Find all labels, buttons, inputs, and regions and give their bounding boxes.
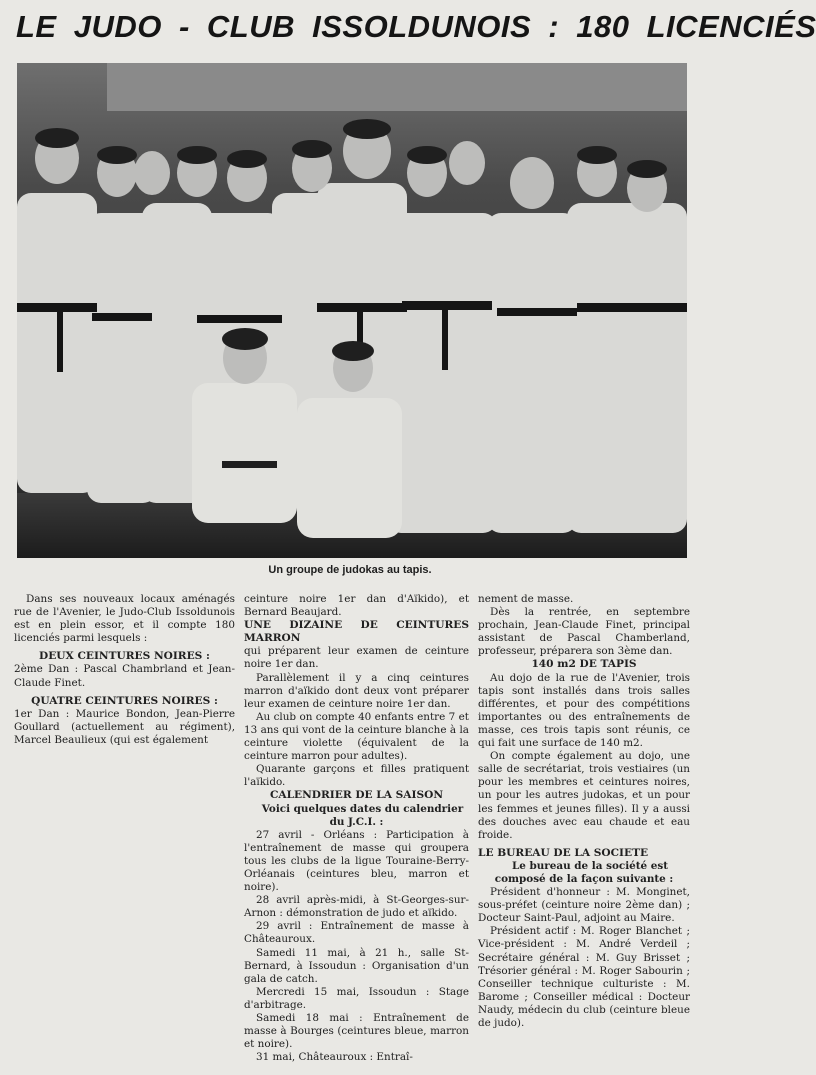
calendar-entry: 29 avril : Entraînement de masse à Châteauroux. <box>244 920 469 946</box>
calendar-entry: Mercredi 15 mai, Issoudun : Stage d'arbitrage. <box>244 985 469 1011</box>
group-photo <box>17 63 687 558</box>
paragraph: Quarante garçons et filles pratiquent l'aïkido. <box>244 763 469 789</box>
heading-black-belts-1st: QUATRE CEINTURES NOIRES : <box>31 694 218 707</box>
calendar-entry: 31 mai, Châteauroux : Entraî- <box>256 1051 413 1064</box>
judokas-photo-illustration <box>17 63 687 558</box>
paragraph: Au dojo de la rue de l'Avenier, trois tapis sont installés dans trois salles différentes, et pour des compétitions importantes ou des entraînements de masse, ces trois tapis sont réunis, ce qui fait une surface de 140 m2. <box>478 671 690 750</box>
calendar-entry: Samedi 11 mai, à 21 h., salle St-Bernard, à Issoudun : Organisation d'un gala de catch. <box>244 946 469 985</box>
photo-caption: Un groupe de judokas au tapis. <box>268 564 432 576</box>
intro-paragraph: Dans ses nouveaux locaux aménagés rue de l'Avenier, le Judo-Club Issoldunois est en plein essor, et il compte 180 licenciés parmi lesquels : <box>14 593 235 645</box>
calendar-entry: 27 avril - Orléans : Participation à l'entraînement de masse qui groupera tous les clubs de la ligue Touraine-Berry-Orléanais (ceintures bleu, marron et noire). <box>244 828 469 894</box>
article-column-3 <box>478 593 690 1030</box>
heading-black-belts-2nd: DEUX CEINTURES NOIRES : <box>39 650 210 663</box>
paragraph: Au club on compte 40 enfants entre 7 et 13 ans qui vont de la ceinture blanche à la ceinture violette (équivalent de la ceinture marron pour adultes). <box>244 710 469 763</box>
paragraph: ceinture noire 1er dan d'Aïkido), et Bernard Beaujard. <box>244 593 469 619</box>
calendar-entry: 28 avril après-midi, à St-Georges-sur-Arnon : démonstration de judo et aïkido. <box>244 894 469 920</box>
paragraph: Président actif : M. Roger Blanchet ; Vice-président : M. André Verdeil ; Secrétaire général : M. Guy Brisset ; Trésorier général : M. Roger Sabourin ; Conseiller technique culturiste : M. Barome ; Conseiller médical : Docteur Naudy, médecin du club (ceinture bleue de judo). <box>478 925 690 1029</box>
paragraph: Dès la rentrée, en septembre prochain, Jean-Claude Finet, principal assistant de Pascal Chamberland, professeur, préparera son 3ème dan. <box>478 606 690 658</box>
bureau-intro: Le bureau de la société est composé de la façon suivante : <box>494 859 674 885</box>
heading-mats: 140 m2 DE TAPIS <box>531 658 637 671</box>
paragraph: nement de masse. <box>478 593 574 605</box>
calendar-intro: Voici quelques dates du calendrier du J.C.I. : <box>261 802 464 828</box>
heading-bureau: LE BUREAU DE LA SOCIETE <box>478 846 649 859</box>
paragraph: Président d'honneur : M. Monginet, sous-préfet (ceinture noire 2ème dan) ; Docteur Saint-Paul, adjoint au Maire. <box>478 886 690 925</box>
calendar-entry: Samedi 18 mai : Entraînement de masse à Bourges (ceintures bleue, marron et noire). <box>244 1012 469 1051</box>
paragraph: qui préparent leur examen de ceinture noire 1er dan. <box>244 645 469 671</box>
article-column-1 <box>14 593 235 747</box>
paragraph: 1er Dan : Maurice Bondon, Jean-Pierre Goullard (actuellement au régiment), Marcel Beaulieux (qui est également <box>14 707 235 746</box>
article-column-2 <box>244 593 469 1064</box>
heading-brown-belts: UNE DIZAINE DE CEINTURES MARRON <box>244 619 469 645</box>
paragraph: 2ème Dan : Pascal Chambrland et Jean-Claude Finet. <box>14 663 235 689</box>
paragraph: On compte également au dojo, une salle de secrétariat, trois vestiaires (un pour les membres et ceintures noires, un pour les autres judokas, et un pour les femmes et jeunes filles). Il y a aussi des douches avec eau chaude et eau froide. <box>478 750 690 841</box>
heading-calendar: CALENDRIER DE LA SAISON <box>269 789 444 802</box>
paragraph: Parallèlement il y a cinq ceintures marron d'aïkido dont deux vont préparer leur examen de ceinture noire 1er dan. <box>244 671 469 710</box>
headline: LE JUDO - CLUB ISSOLDUNOIS : 180 LICENCIÉS <box>16 9 816 44</box>
